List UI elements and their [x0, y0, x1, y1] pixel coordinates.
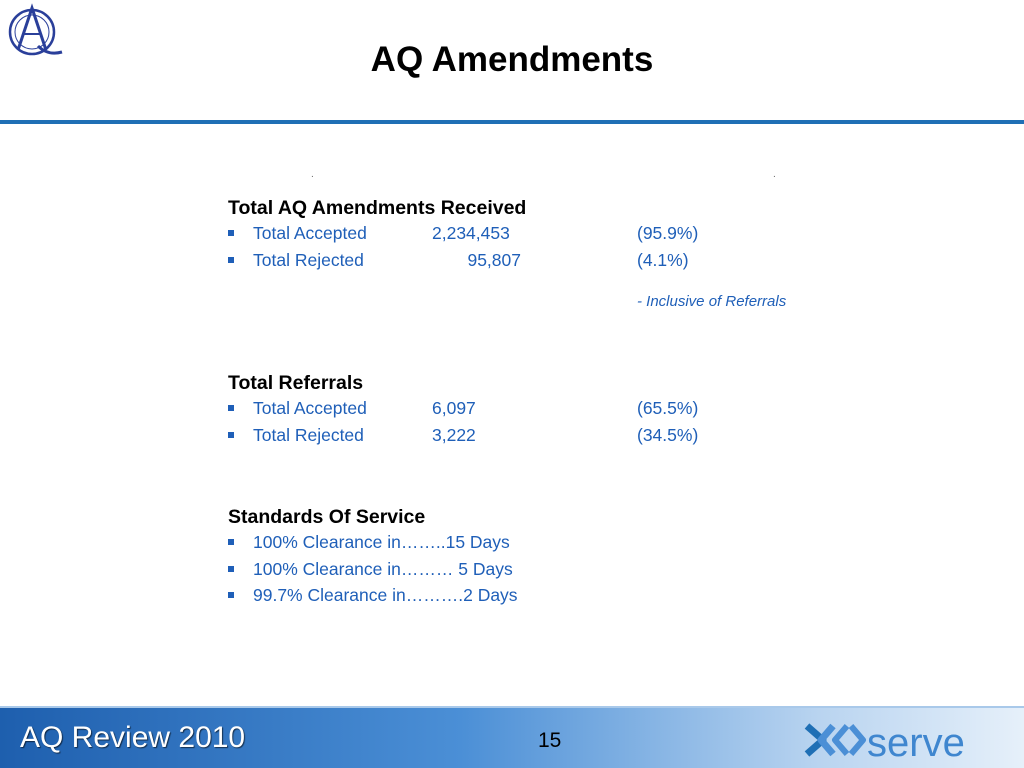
stray-mark-right: .	[773, 169, 776, 180]
section-heading: Standards Of Service	[228, 506, 426, 528]
slide-footer	[0, 706, 1024, 768]
section-referrals	[228, 371, 928, 448]
list-item	[228, 556, 928, 583]
list-item	[228, 395, 928, 422]
title-divider	[0, 120, 1024, 124]
section-heading: Total AQ Amendments Received	[228, 197, 527, 219]
row-label: Total Rejected	[253, 424, 364, 445]
section-heading: Total Referrals	[228, 372, 364, 394]
row-value: 2,234,453	[432, 223, 510, 243]
referrals-note: - Inclusive of Referrals	[637, 293, 787, 310]
row-value: 3,222	[432, 424, 476, 445]
row-percent: (34.5%)	[637, 424, 699, 445]
xoserve-logo	[803, 716, 1015, 764]
svg-text:serve: serve	[867, 721, 965, 764]
list-item	[228, 582, 928, 609]
note-row	[228, 273, 928, 319]
page-number: 15	[538, 729, 562, 752]
stray-mark-left: .	[311, 169, 314, 180]
footer-divider	[0, 706, 1024, 708]
row-label: Total Accepted	[253, 223, 367, 243]
list-item	[228, 247, 928, 274]
item-text: 100% Clearance in……..15 Days	[253, 532, 510, 552]
row-percent: (95.9%)	[637, 223, 699, 243]
section-amendments-received	[228, 196, 928, 319]
section-standards-of-service	[228, 505, 928, 609]
slide-title: AQ Amendments	[370, 40, 654, 79]
row-label: Total Accepted	[253, 398, 367, 418]
row-value: 6,097	[432, 398, 476, 418]
list-item	[228, 529, 928, 556]
list-item	[228, 422, 928, 449]
row-label: Total Rejected	[253, 249, 364, 270]
row-value: 95,807	[467, 249, 521, 270]
item-text: 99.7% Clearance in……….2 Days	[253, 585, 518, 605]
footer-title: AQ Review 2010	[20, 721, 246, 754]
list-item	[228, 220, 928, 247]
slide-content	[228, 196, 928, 609]
row-percent: (65.5%)	[637, 398, 699, 418]
row-percent: (4.1%)	[637, 249, 689, 270]
item-text: 100% Clearance in……… 5 Days	[253, 558, 513, 579]
